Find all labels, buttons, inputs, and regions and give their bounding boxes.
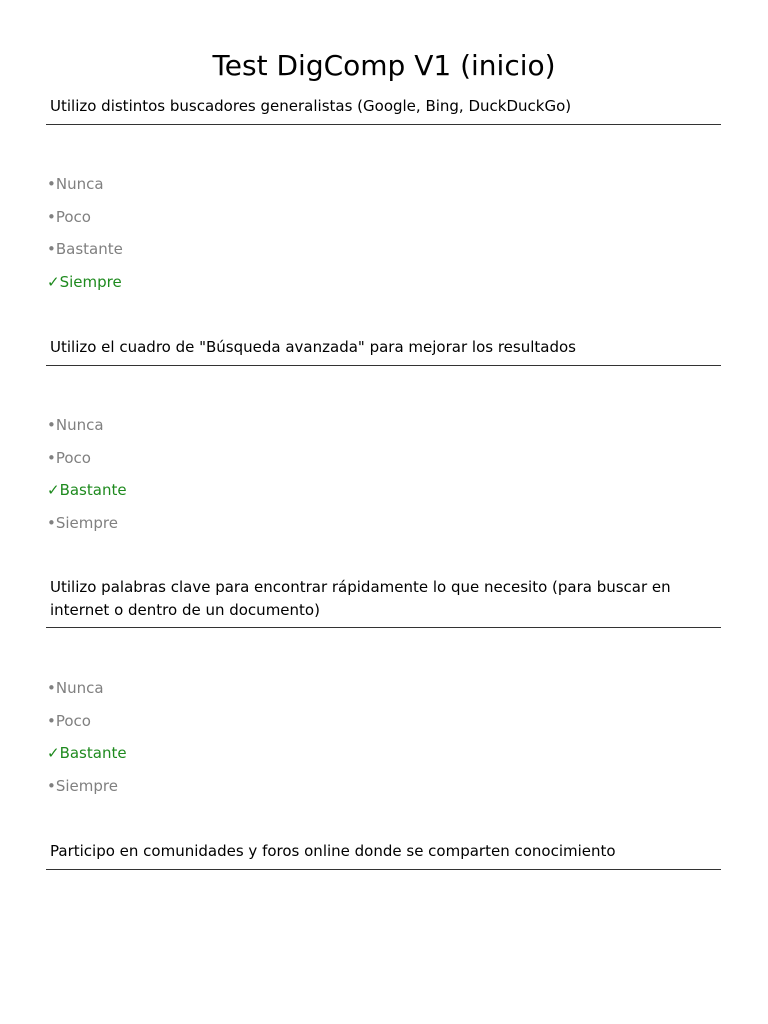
option-label: Bastante	[55, 240, 123, 258]
checkmark-icon: ✓	[47, 272, 60, 291]
option-nunca[interactable]	[46, 174, 123, 207]
option-label: Nunca	[55, 679, 104, 697]
question-4	[46, 840, 721, 870]
answer-options	[46, 174, 123, 304]
option-siempre[interactable]	[46, 272, 123, 305]
bullet-icon: •	[47, 416, 56, 434]
bullet-icon: •	[47, 448, 56, 467]
option-nunca[interactable]	[46, 415, 127, 448]
question-text: Utilizo palabras clave para encontrar rápidamente lo que necesito (para buscar en internet o dentro de un documento)	[46, 576, 721, 628]
bullet-icon: •	[47, 240, 56, 258]
option-label: Poco	[55, 207, 91, 226]
option-label: Poco	[55, 448, 91, 467]
question-text: Utilizo distintos buscadores generalistas (Google, Bing, DuckDuckGo)	[46, 95, 721, 125]
answer-options	[46, 415, 127, 545]
option-label: Bastante	[59, 481, 127, 499]
page-title: Test DigComp V1 (inicio)	[212, 49, 556, 82]
option-label: Nunca	[55, 416, 104, 434]
bullet-icon: •	[47, 776, 56, 795]
option-bastante[interactable]	[46, 239, 123, 272]
option-poco[interactable]	[46, 711, 127, 744]
option-label: Siempre	[59, 272, 122, 291]
question-2	[46, 336, 721, 532]
checkmark-icon: ✓	[47, 744, 60, 762]
option-nunca[interactable]	[46, 678, 127, 711]
option-siempre[interactable]	[46, 776, 127, 809]
option-poco[interactable]	[46, 207, 123, 240]
option-siempre[interactable]	[46, 513, 127, 546]
option-bastante[interactable]	[46, 480, 127, 513]
bullet-icon: •	[47, 207, 56, 226]
option-label: Siempre	[55, 776, 118, 795]
bullet-icon: •	[47, 513, 56, 532]
question-1	[46, 95, 721, 291]
option-label: Siempre	[55, 513, 118, 532]
answer-options	[46, 678, 127, 808]
question-3	[46, 576, 721, 795]
bullet-icon: •	[47, 711, 56, 730]
bullet-icon: •	[47, 175, 56, 193]
option-bastante[interactable]	[46, 743, 127, 776]
option-poco[interactable]	[46, 448, 127, 481]
option-label: Bastante	[59, 744, 127, 762]
question-text: Participo en comunidades y foros online donde se comparten conocimiento	[46, 840, 721, 870]
checkmark-icon: ✓	[47, 481, 60, 499]
question-text: Utilizo el cuadro de "Búsqueda avanzada" para mejorar los resultados	[46, 336, 721, 366]
option-label: Nunca	[55, 175, 104, 193]
option-label: Poco	[55, 711, 91, 730]
bullet-icon: •	[47, 679, 56, 697]
